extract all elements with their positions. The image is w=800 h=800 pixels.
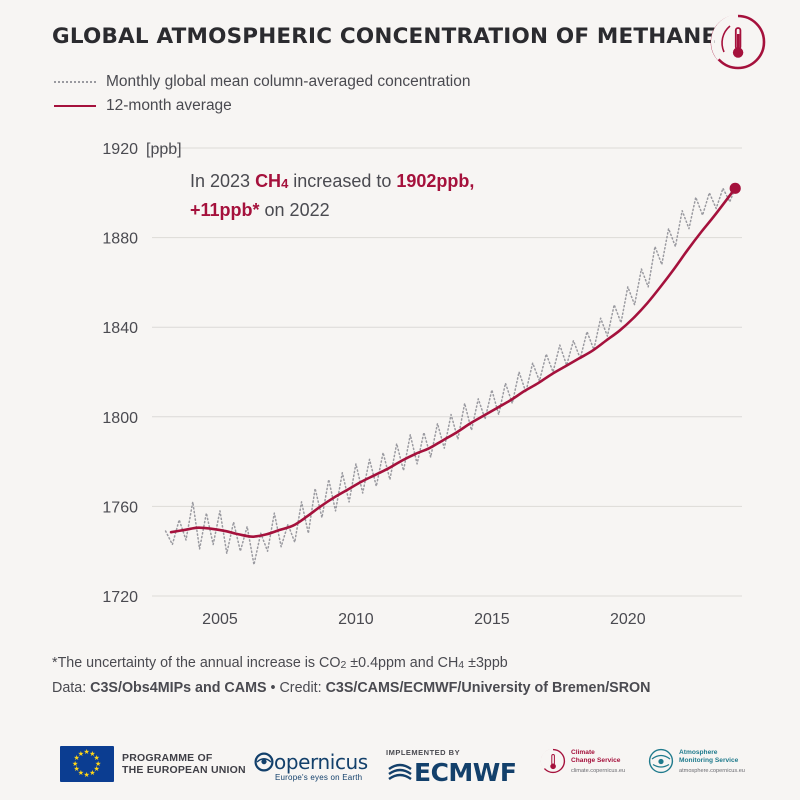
x-tick-label: 2015 bbox=[474, 611, 510, 628]
eu-star-icon: ★ bbox=[89, 770, 96, 778]
legend-swatch-dotted-icon bbox=[54, 76, 96, 88]
c3s-thermometer-icon bbox=[710, 14, 766, 70]
footnote-text-c: ±3ppb bbox=[464, 655, 508, 671]
legend-item-monthly bbox=[54, 70, 470, 94]
legend-label-monthly: Monthly global mean column-averaged concentration bbox=[106, 73, 471, 90]
y-tick-label: 1920 bbox=[102, 141, 138, 158]
eu-flag-icon bbox=[60, 746, 114, 782]
credit-credit-value: C3S/CAMS/ECMWF/University of Bremen/SRON bbox=[325, 680, 651, 696]
eu-line-1: PROGRAMME OF bbox=[122, 752, 213, 764]
footnotes bbox=[52, 652, 650, 700]
copernicus-tagline: Europe's eyes on Earth bbox=[275, 773, 363, 782]
logo-bar bbox=[0, 736, 800, 792]
y-tick-label: 1880 bbox=[102, 230, 138, 248]
eu-star-icon: ★ bbox=[77, 750, 85, 758]
eu-star-icon: ★ bbox=[73, 766, 80, 774]
cams-logo bbox=[648, 748, 745, 774]
y-tick-label: 1720 bbox=[102, 589, 138, 606]
copernicus-logo bbox=[254, 750, 368, 782]
cams-url: atmosphere.copernicus.eu bbox=[679, 767, 745, 774]
ecmwf-swirl-icon bbox=[386, 760, 414, 786]
cams-name-1: Atmosphere bbox=[679, 748, 718, 756]
footnote-text-a: *The uncertainty of the annual increase is CO bbox=[52, 655, 341, 671]
chart-annotation bbox=[190, 168, 610, 224]
eu-star-icon: ★ bbox=[95, 760, 102, 768]
c3s-url: climate.copernicus.eu bbox=[571, 767, 626, 774]
endpoint-marker bbox=[730, 183, 741, 194]
cams-name-2: Monitoring Service bbox=[679, 756, 739, 764]
eu-star-icon: ★ bbox=[83, 772, 90, 779]
copernicus-eye-icon bbox=[254, 752, 274, 772]
eu-star-icon: ★ bbox=[73, 754, 80, 762]
c3s-text bbox=[571, 749, 625, 774]
x-tick-label: 2020 bbox=[610, 611, 646, 628]
annotation-delta: +11ppb* bbox=[190, 200, 260, 220]
eu-star-icon: ★ bbox=[93, 754, 100, 762]
legend-item-average bbox=[54, 94, 470, 118]
x-tick-label: 2005 bbox=[202, 611, 238, 628]
cams-icon bbox=[648, 748, 674, 774]
footnote-credit bbox=[52, 677, 650, 700]
y-tick-label: 1760 bbox=[102, 499, 138, 517]
footnote-sub-co2: 2 bbox=[340, 659, 347, 671]
eu-star-icon: ★ bbox=[89, 750, 96, 758]
x-tick-label: 2010 bbox=[338, 611, 374, 628]
page-title: GLOBAL ATMOSPHERIC CONCENTRATION OF METHANE bbox=[52, 24, 717, 49]
footnote-sub-ch4: 4 bbox=[458, 659, 465, 671]
eu-line-2: THE EUROPEAN UNION bbox=[122, 764, 246, 776]
ecmwf-logo bbox=[386, 758, 516, 787]
footnote-text-b: ±0.4ppm and CH bbox=[346, 655, 459, 671]
c3s-name-1: Climate bbox=[571, 748, 595, 756]
footnote-uncertainty bbox=[52, 652, 650, 677]
ecmwf-name: ECMWF bbox=[414, 758, 517, 787]
credit-data-value: C3S/Obs4MIPs and CAMS bbox=[90, 680, 267, 696]
legend-label-average: 12-month average bbox=[106, 97, 232, 114]
annotation-value: 1902ppb, bbox=[396, 171, 475, 191]
annotation-mid: increased to bbox=[288, 171, 397, 191]
annotation-species-sub: 4 bbox=[281, 176, 289, 191]
eu-star-icon: ★ bbox=[93, 766, 100, 774]
credit-label-data: Data: bbox=[52, 680, 91, 696]
cams-text bbox=[679, 749, 745, 774]
annotation-prefix: In 2023 bbox=[190, 171, 256, 191]
eu-star-icon: ★ bbox=[83, 749, 90, 756]
eu-star-icon: ★ bbox=[72, 760, 79, 768]
chart-legend bbox=[54, 70, 470, 118]
credit-label-credit: • Credit: bbox=[266, 680, 326, 696]
series-12month-average-line bbox=[171, 188, 735, 536]
y-axis-unit-label: [ppb] bbox=[146, 141, 182, 158]
copernicus-name: opernicus bbox=[274, 750, 368, 774]
y-tick-label: 1800 bbox=[102, 409, 138, 427]
eu-programme-label bbox=[122, 752, 246, 776]
series-monthly-line bbox=[166, 188, 736, 564]
y-tick-label: 1840 bbox=[102, 320, 138, 338]
implemented-by-label: IMPLEMENTED BY bbox=[386, 748, 461, 757]
c3s-icon bbox=[540, 748, 566, 774]
eu-star-icon: ★ bbox=[77, 770, 85, 778]
annotation-species: CH bbox=[255, 171, 282, 191]
legend-swatch-solid-icon bbox=[54, 100, 96, 112]
annotation-suffix: on 2022 bbox=[259, 200, 330, 220]
c3s-logo bbox=[540, 748, 625, 774]
c3s-name-2: Change Service bbox=[571, 756, 621, 764]
